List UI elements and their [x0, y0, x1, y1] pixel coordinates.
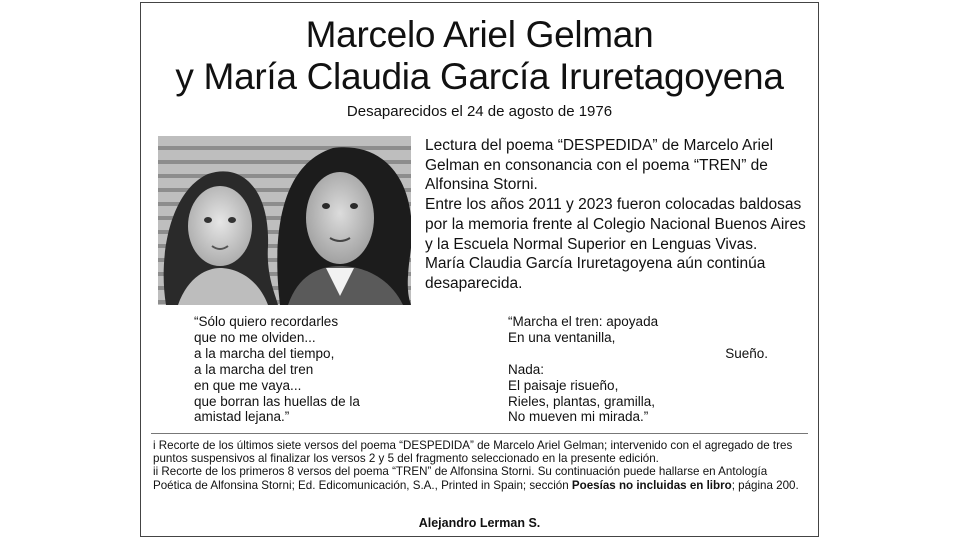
- author-signature: Alejandro Lerman S.: [418, 516, 541, 530]
- poem-line: “Marcha el tren: apoyada: [508, 314, 659, 329]
- poem-line: Nada:: [508, 361, 545, 377]
- footnote-2-section: Poesías no incluidas en libro: [571, 478, 732, 492]
- footnote-1: i Recorte de los últimos siete versos del poema “DESPEDIDA” de Marcelo Ariel Gelman; intervenido con el agregado de tres puntos suspensivos al finalizar los versos 2 y 5 del fragmento seleccionado en la presente edición.: [153, 439, 793, 466]
- poem-line: que borran las huellas de la: [194, 393, 360, 409]
- poem-line: No mueven mi mirada.”: [508, 409, 649, 425]
- footnotes: [153, 439, 808, 492]
- poem-line: amistad lejana.”: [194, 409, 290, 425]
- subtitle: Desaparecidos el 24 de agosto de 1976: [346, 103, 613, 120]
- body-paragraph-3: María Claudia García Iruretagoyena aún continúa desaparecida.: [425, 255, 766, 292]
- poem-line: “Sólo quiero recordarles: [194, 314, 339, 329]
- poem-tren: [508, 314, 768, 425]
- poem-line-indented: Sueño.: [725, 345, 768, 361]
- poem-line: en que me vaya...: [194, 377, 302, 393]
- poem-line: a la marcha del tren: [194, 361, 314, 377]
- poem-line: a la marcha del tiempo,: [194, 345, 335, 361]
- memorial-card: [140, 2, 819, 537]
- divider: [151, 433, 808, 434]
- portrait-photo: [158, 136, 411, 305]
- body-paragraph-1: Lectura del poema “DESPEDIDA” de Marcelo Ariel Gelman en consonancia con el poema “TREN” de Alfonsina Storni.: [425, 137, 774, 194]
- poem-line: El paisaje risueño,: [508, 377, 619, 393]
- title-line-1: Marcelo Ariel Gelman: [305, 14, 654, 55]
- body-text: [425, 136, 810, 294]
- poem-line: En una ventanilla,: [508, 329, 616, 345]
- footnote-2-text: ii Recorte de los primeros 8 versos del poema “TREN” de Alfonsina Storni. Su continuación puede hallarse en Antología Poética de Alfonsina Storni; Ed. Edicomunicación, S.A., Printed in Spain; sección: [153, 465, 768, 492]
- poem-line: Rieles, plantas, gramilla,: [508, 393, 656, 409]
- footnote-2-end: ; página 200.: [731, 478, 799, 492]
- poem-despedida: [194, 314, 360, 425]
- title-line-2: y María Claudia García Iruretagoyena: [175, 56, 784, 97]
- footnote-2: [153, 465, 808, 491]
- body-paragraph-2: Entre los años 2011 y 2023 fueron colocadas baldosas por la memoria frente al Colegio Nacional Buenos Aires y la Escuela Normal Superior en Lenguas Vivas.: [425, 196, 806, 253]
- poem-line: que no me olviden...: [194, 329, 316, 345]
